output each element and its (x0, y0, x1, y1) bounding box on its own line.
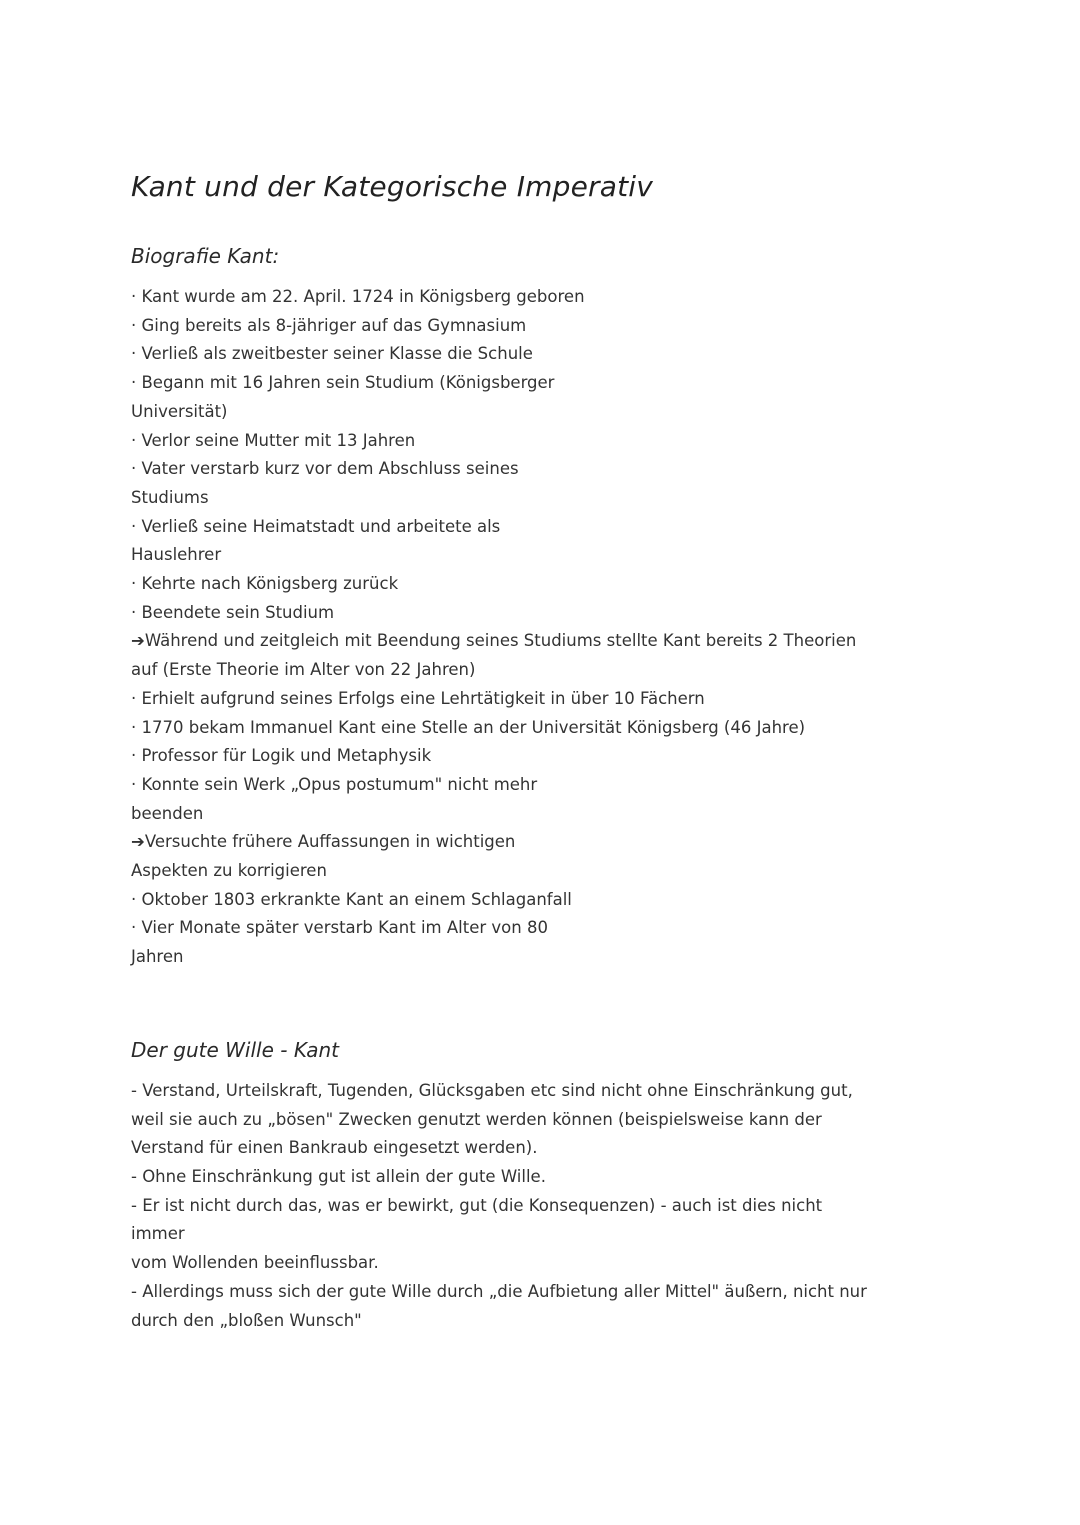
text-line: · Oktober 1803 erkrankte Kant an einem Schlaganfall (131, 889, 572, 909)
text-line: Aspekten zu korrigieren (131, 861, 327, 881)
text-line: · Kant wurde am 22. April. 1724 in Königsberg geboren (131, 287, 585, 306)
text-line: · Ging bereits als 8-jähriger auf das Gymnasium (131, 315, 527, 335)
text-line: auf (Erste Theorie im Alter von 22 Jahren) (131, 660, 476, 680)
section-body-guter-wille (131, 1077, 951, 1335)
text-line: · Begann mit 16 Jahren sein Studium (Königsberger (131, 373, 555, 393)
text-line: · Verlor seine Mutter mit 13 Jahren (131, 430, 416, 450)
text-line: beenden (131, 803, 204, 823)
text-line: - Allerdings muss sich der gute Wille durch „die Aufbietung aller Mittel" äußern, nicht nur (131, 1281, 867, 1301)
text-line: · Verließ als zweitbester seiner Klasse die Schule (131, 344, 533, 364)
text-line: Hauslehrer (131, 545, 222, 565)
text-line: · Professor für Logik und Metaphysik (131, 746, 432, 766)
text-line: · Kehrte nach Königsberg zurück (131, 574, 399, 594)
text-line: Studiums (131, 487, 209, 507)
text-line: · Erhielt aufgrund seines Erfolgs eine Lehrtätigkeit in über 10 Fächern (131, 688, 705, 708)
text-line: · Vier Monate später verstarb Kant im Alter von 80 (131, 918, 548, 938)
text-line: durch den „bloßen Wunsch" (131, 1310, 362, 1330)
text-line: ➔Während und zeitgleich mit Beendung seines Studiums stellte Kant bereits 2 Theorien (131, 631, 857, 651)
page-title: Kant und der Kategorische Imperativ (131, 170, 654, 203)
text-line: · Verließ seine Heimatstadt und arbeitete als (131, 516, 501, 536)
text-line: · Beendete sein Studium (131, 602, 335, 622)
text-line: Verstand für einen Bankraub eingesetzt werden). (131, 1138, 538, 1158)
section-heading-biografie: Biografie Kant: (131, 244, 280, 268)
text-line: Universität) (131, 401, 228, 421)
section-body-biografie (131, 283, 951, 972)
section-heading-guter-wille: Der gute Wille - Kant (131, 1037, 340, 1062)
text-line: · Konnte sein Werk „Opus postumum" nicht mehr (131, 774, 538, 794)
document-page (131, 168, 951, 1335)
text-line: immer (131, 1224, 185, 1244)
text-line: Jahren (131, 947, 184, 967)
text-line: - Er ist nicht durch das, was er bewirkt, gut (die Konsequenzen) - auch ist dies nicht (131, 1195, 823, 1215)
text-line: vom Wollenden beeinflussbar. (131, 1253, 379, 1273)
text-line: - Verstand, Urteilskraft, Tugenden, Glücksgaben etc sind nicht ohne Einschränkung gut, (131, 1080, 853, 1100)
text-line: · Vater verstarb kurz vor dem Abschluss seines (131, 459, 519, 479)
text-line: ➔Versuchte frühere Auffassungen in wichtigen (131, 832, 516, 852)
text-line: · 1770 bekam Immanuel Kant eine Stelle an der Universität Königsberg (46 Jahre) (131, 717, 806, 737)
text-line: - Ohne Einschränkung gut ist allein der gute Wille. (131, 1166, 546, 1186)
text-line: weil sie auch zu „bösen" Zwecken genutzt werden können (beispielsweise kann der (131, 1109, 822, 1129)
